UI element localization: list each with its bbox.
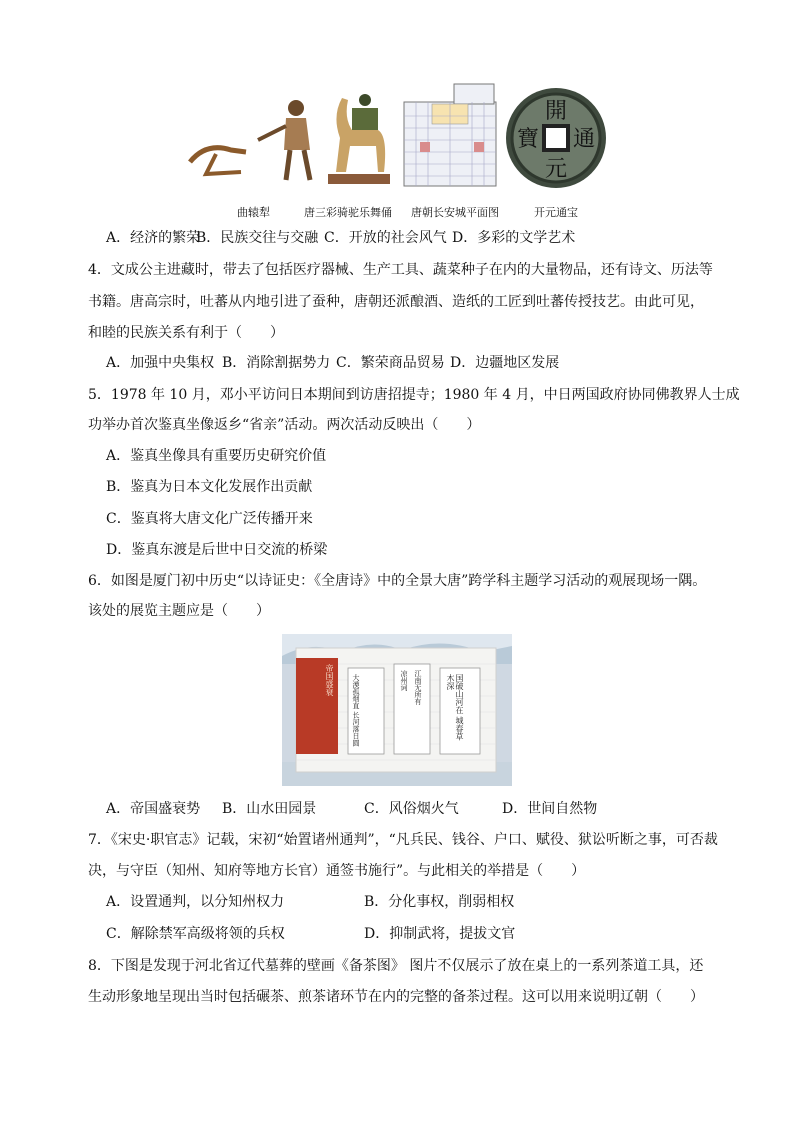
q4-option-b: B．消除割据势力 bbox=[222, 355, 331, 371]
coin-char-top: 開 bbox=[544, 99, 568, 124]
exhibit-scroll-2: 凉州词 bbox=[400, 670, 408, 691]
q5-option-b: B．鉴真为日本文化发展作出贡献 bbox=[106, 479, 313, 495]
q3-option-b: B．民族交往与交融 bbox=[196, 230, 319, 246]
q8-line-1: 8．下图是发现于河北省辽代墓葬的壁画《备茶图》 图片不仅展示了放在桌上的一系列茶道工具，还 bbox=[88, 958, 704, 974]
q5-line-1: 5．1978 年 10 月，邓小平访问日本期间到访唐招提寺；1980 年 4 月，中日两国政府协同佛教界人士成 bbox=[88, 387, 740, 403]
exhibit-poster-title: 帝国盛衰 bbox=[325, 664, 334, 696]
caption-city-plan: 唐朝长安城平面图 bbox=[411, 206, 499, 219]
caption-coin: 开元通宝 bbox=[534, 206, 578, 219]
q6-option-c: C．风俗烟火气 bbox=[364, 801, 459, 817]
q3-option-a: A．经济的繁荣 bbox=[106, 230, 201, 246]
q4-line-2: 书籍。唐高宗时，吐蕃从内地引进了蚕种，唐朝还派酿酒、造纸的工匠到吐蕃传授技艺。由此可见， bbox=[88, 294, 704, 310]
q4-line-1: 4．文成公主进藏时，带去了包括医疗器械、生产工具、蔬菜种子在内的大量物品，还有诗文、历法等 bbox=[88, 262, 713, 278]
exhibit-scroll-4: 国破山河在 城春草木深 bbox=[446, 674, 464, 741]
changan-city-plan-image bbox=[402, 82, 498, 190]
exhibit-scroll-1: 大漠孤烟直 长河落日圆 bbox=[352, 674, 360, 747]
q7-option-c: C．解除禁军高级将领的兵权 bbox=[106, 926, 285, 942]
q5-option-a: A．鉴真坐像具有重要历史研究价值 bbox=[106, 448, 327, 464]
q5-option-d: D．鉴真东渡是后世中日交流的桥梁 bbox=[106, 542, 328, 558]
q7-option-a: A．设置通判，以分知州权力 bbox=[106, 894, 285, 910]
q4-option-a: A．加强中央集权 bbox=[106, 355, 215, 371]
q7-option-d: D．抑制武将，提拔文官 bbox=[364, 926, 516, 942]
q7-line-2: 决，与守臣（知州、知府等地方长官）通签书施行”。与此相关的举措是（ ） bbox=[88, 863, 586, 879]
exhibition-photo bbox=[282, 634, 512, 786]
q6-line-1: 6．如图是厦门初中历史“以诗证史：《全唐诗》中的全景大唐”跨学科主题学习活动的观展现场一隅。 bbox=[88, 573, 707, 589]
q6-option-b: B．山水田园景 bbox=[222, 801, 317, 817]
q3-option-d: D．多彩的文学艺术 bbox=[452, 230, 576, 246]
camel-figurine-image bbox=[322, 86, 396, 186]
q6-line-2: 该处的展览主题应是（ ） bbox=[88, 603, 270, 619]
q6-option-a: A．帝国盛衰势 bbox=[106, 801, 201, 817]
q5-option-c: C．鉴真将大唐文化广泛传播开来 bbox=[106, 511, 313, 527]
coin-char-right: 通 bbox=[572, 127, 596, 152]
q4-option-d: D．边疆地区发展 bbox=[450, 355, 560, 371]
coin-char-bottom: 元 bbox=[544, 157, 568, 182]
q6-option-d: D．世间自然物 bbox=[502, 801, 598, 817]
q7-line-1: 7．《宋史·职官志》记载，宋初“始置诸州通判”，“凡兵民、钱谷、户口、赋役、狱讼听断之事，可否裁 bbox=[88, 832, 718, 848]
q5-line-2: 功举办首次鉴真坐像返乡“省亲”活动。两次活动反映出（ ） bbox=[88, 417, 481, 433]
q3-option-c: C．开放的社会风气 bbox=[324, 230, 447, 246]
caption-camel: 唐三彩骑驼乐舞俑 bbox=[304, 206, 392, 219]
coin-char-left: 寶 bbox=[516, 127, 540, 152]
q7-option-b: B．分化事权，削弱相权 bbox=[364, 894, 515, 910]
kaiyuan-coin-image bbox=[504, 86, 608, 190]
q4-line-3: 和睦的民族关系有利于（ ） bbox=[88, 325, 284, 341]
q4-option-c: C．繁荣商品贸易 bbox=[336, 355, 445, 371]
plow-image bbox=[186, 92, 316, 184]
caption-plow: 曲辕犁 bbox=[237, 206, 270, 219]
exhibit-scroll-3: 江南无所有 bbox=[414, 670, 422, 705]
q8-line-2: 生动形象地呈现出当时包括碾茶、煎茶诸环节在内的完整的备茶过程。这可以用来说明辽朝（ ） bbox=[88, 989, 704, 1005]
